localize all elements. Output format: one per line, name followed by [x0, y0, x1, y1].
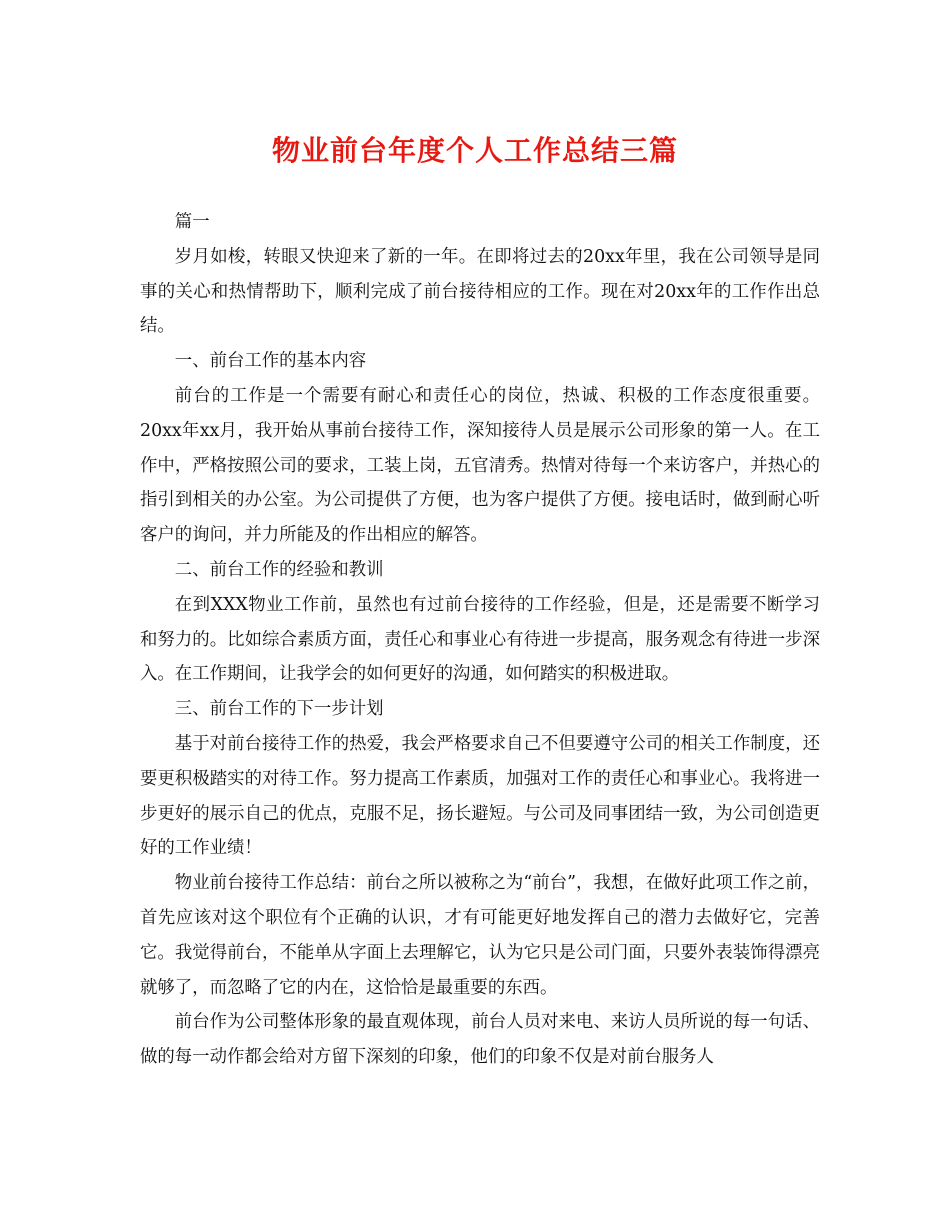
paragraph-basic-content: 前台的工作是一个需要有耐心和责任心的岗位，热诚、积极的工作态度很重要。20xx年xx月，我开始从事前台接待工作，深知接待人员是展示公司形象的第一人。在工作中，严格按照公司的要求，工装上岗，五官清秀。热情对待每一个来访客户，并热心的指引到相关的办公室。为公司提供了方便，也为客户提供了方便。接电话时，做到耐心听客户的询问，并力所能及的作出相应的解答。	[140, 385, 820, 546]
paragraph-intro: 岁月如梭，转眼又快迎来了新的一年。在即将过去的20xx年里，我在公司领导是同事的关心和热情帮助下，顺利完成了前台接待相应的工作。现在对20xx年的工作作出总结。	[140, 246, 820, 337]
paragraph-reception-summary: 物业前台接待工作总结：前台之所以被称之为“前台”，我想，在做好此项工作之前，首先应该对这个职位有个正确的认识，才有可能更好地发挥自己的潜力去做好它，完善它。我觉得前台，不能单从字面上去理解它，认为它只是公司门面，只要外表装饰得漂亮就够了，而忽略了它的内在，这恰恰是最重要的东西。	[140, 873, 820, 998]
section-heading-part-one: 篇一	[174, 212, 210, 232]
section-heading-next-plan: 三、前台工作的下一步计划	[174, 699, 384, 720]
paragraph-next-plan: 基于对前台接待工作的热爱，我会严格要求自己不但要遵守公司的相关工作制度，还要更积极踏实的对待工作。努力提高工作素质，加强对工作的责任心和事业心。我将进一步更好的展示自己的优点，克服不足，扬长避短。与公司及同事团结一致，为公司创造更好的工作业绩！	[140, 733, 820, 859]
paragraph-company-image: 前台作为公司整体形象的最直观体现，前台人员对来电、来访人员所说的每一句话、做的每一动作都会给对方留下深刻的印象，他们的印象不仅是对前台服务人	[140, 1012, 820, 1068]
document-title: 物业前台年度个人工作总结三篇	[271, 134, 678, 167]
document-body	[140, 205, 820, 1075]
section-heading-experience: 二、前台工作的经验和教训	[174, 559, 384, 580]
section-heading-basic-content: 一、前台工作的基本内容	[174, 351, 367, 372]
paragraph-experience: 在到XXX物业工作前，虽然也有过前台接待的工作经验，但是，还是需要不断学习和努力的。比如综合素质方面，责任心和事业心有待进一步提高，服务观念有待进一步深入。在工作期间，让我学会的如何更好的沟通，如何踏实的积极进取。	[140, 594, 820, 685]
